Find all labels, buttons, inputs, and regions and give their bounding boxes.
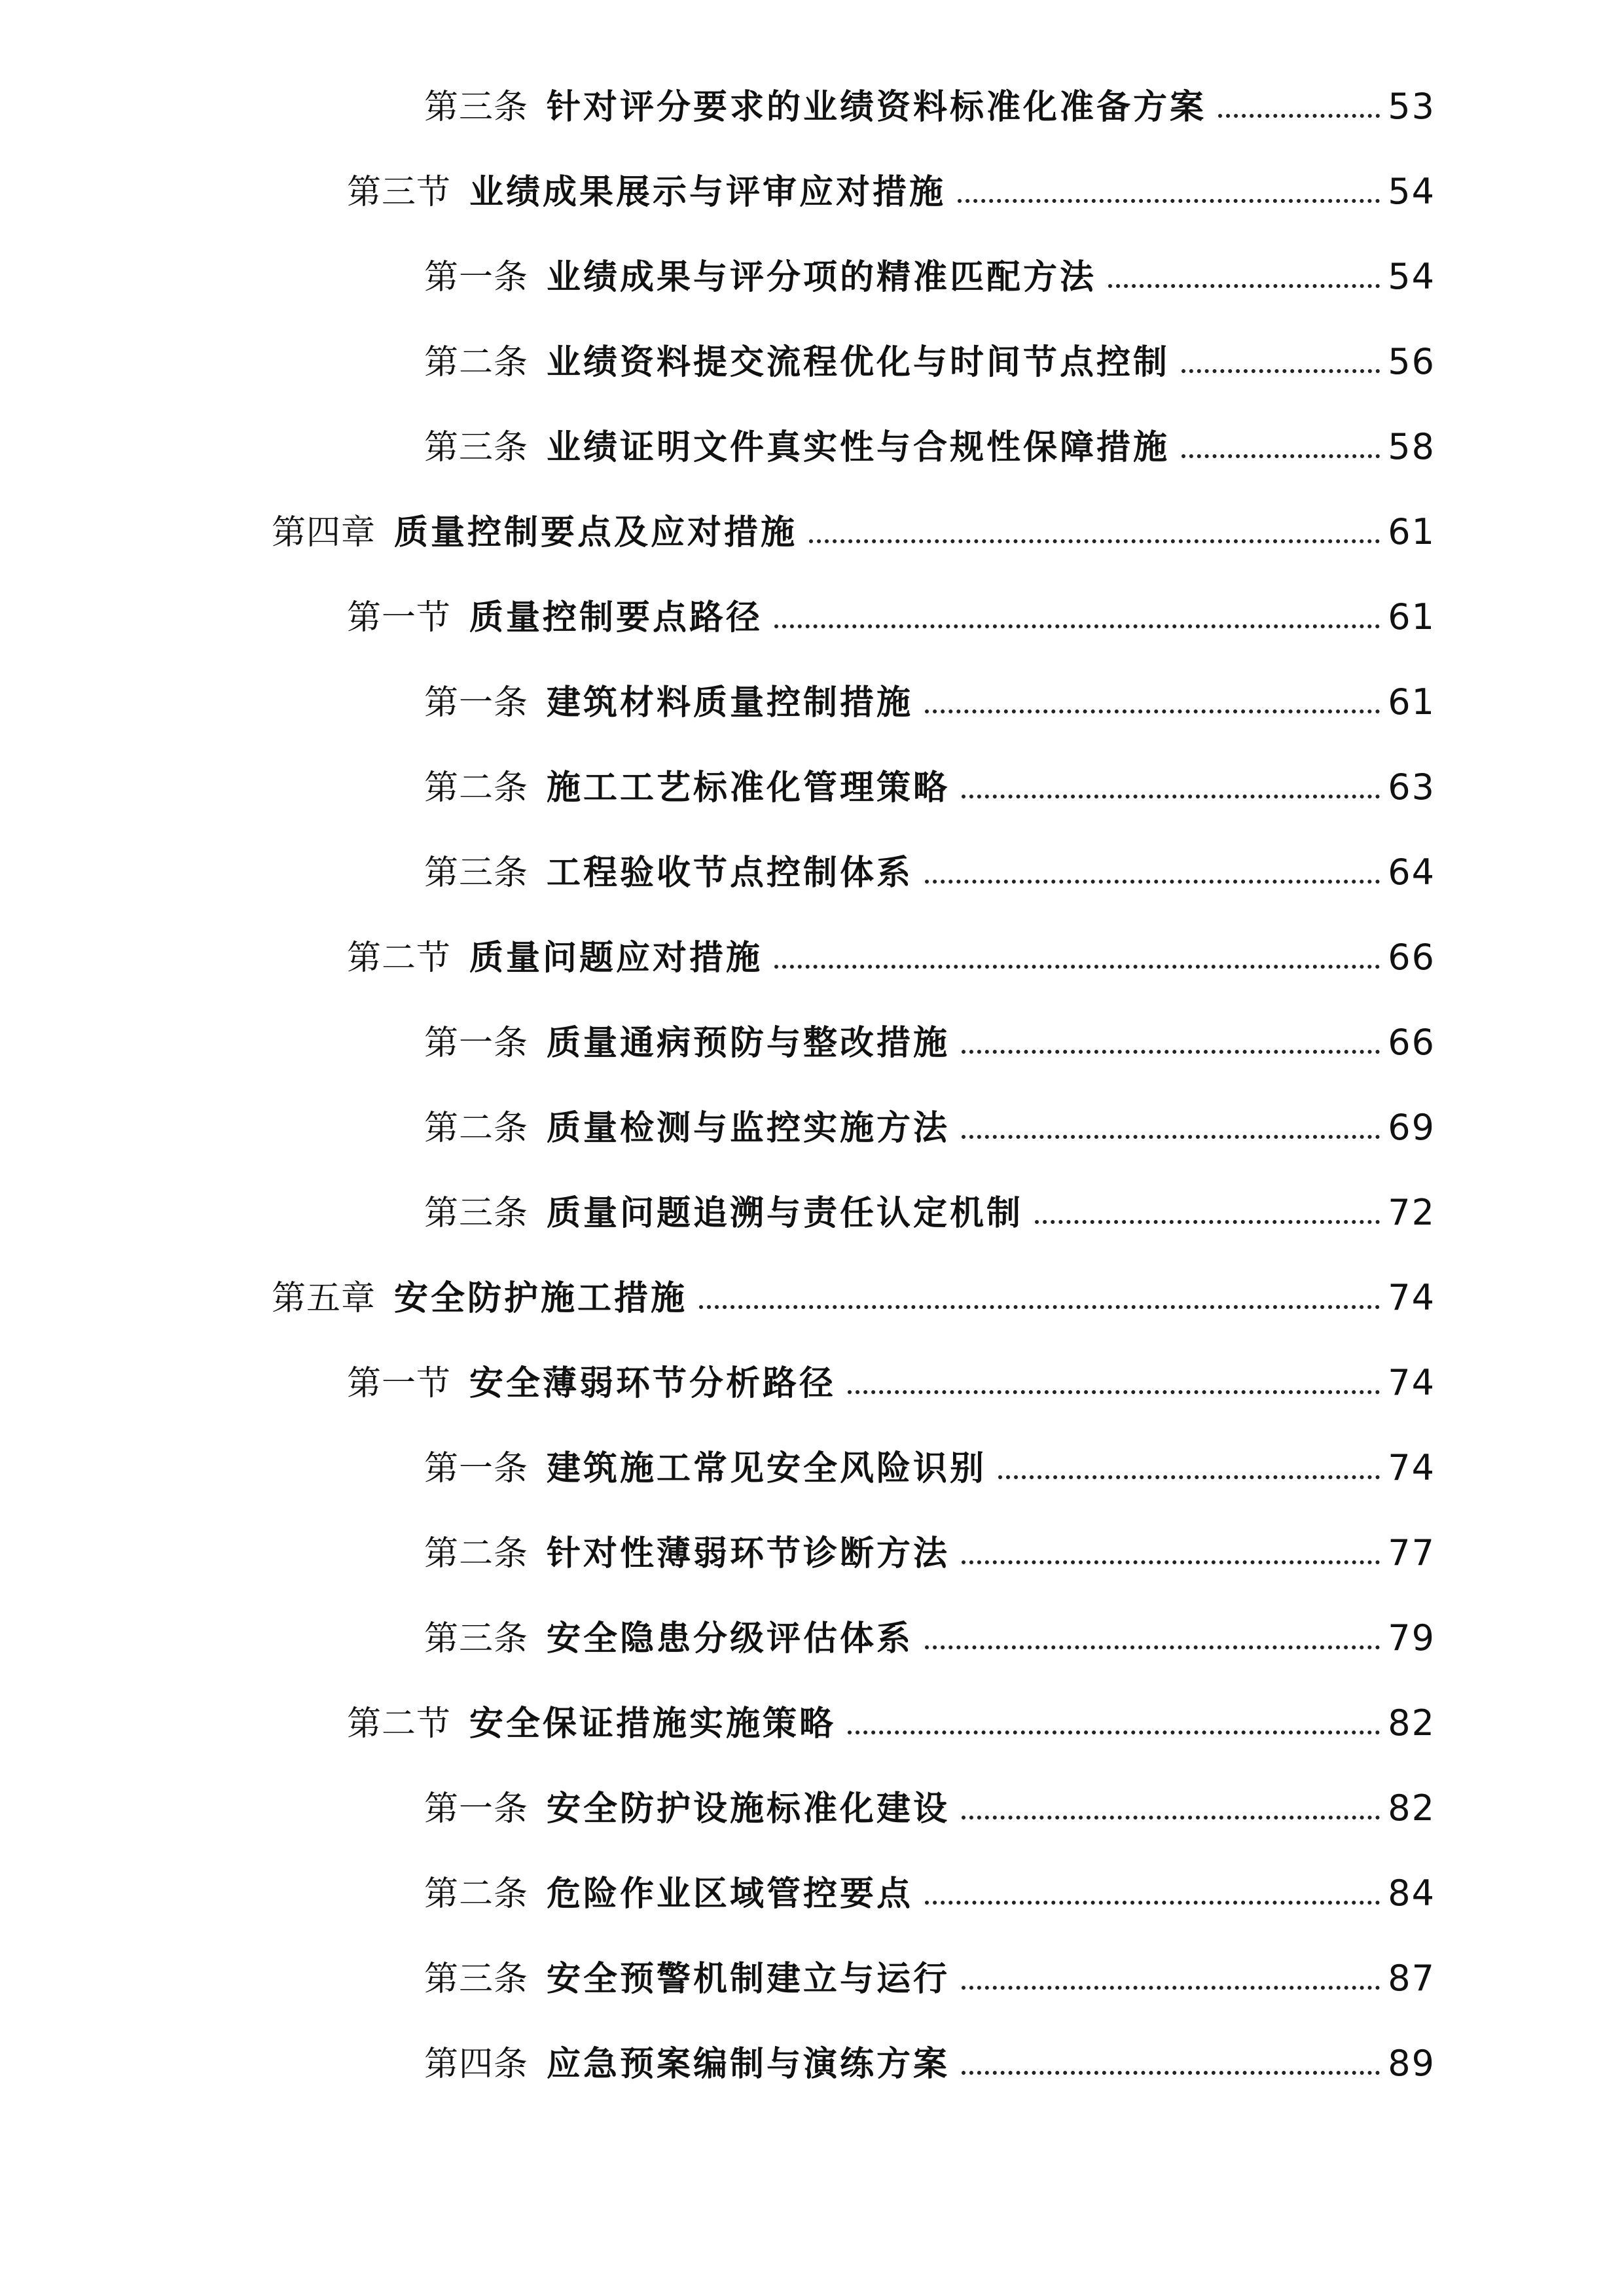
- toc-entry[interactable]: [424, 1093, 1435, 1148]
- toc-entry[interactable]: [347, 583, 1435, 635]
- dot-leader: [962, 1816, 1380, 1820]
- toc-entry-prefix: 第三条: [424, 88, 529, 127]
- dot-leader: [962, 1986, 1380, 1990]
- toc-entry-title: 质量通病预防与整改措施: [547, 1023, 950, 1063]
- toc-entry-page-number: 84: [1388, 1873, 1435, 1914]
- toc-entry[interactable]: [424, 1774, 1435, 1829]
- dot-leader: [925, 880, 1380, 884]
- toc-entry[interactable]: [424, 753, 1435, 808]
- toc-entry-title: 质量问题追溯与责任认定机制: [547, 1193, 1024, 1233]
- toc-entry-prefix: 第五章: [272, 1279, 376, 1318]
- toc-entry[interactable]: [272, 497, 1435, 550]
- toc-entry[interactable]: [424, 1604, 1435, 1659]
- dot-leader: [1035, 1220, 1380, 1224]
- dot-leader: [809, 539, 1380, 543]
- toc-entry[interactable]: [424, 1859, 1435, 1914]
- toc-entry-title: 建筑材料质量控制措施: [547, 683, 914, 723]
- toc-entry-prefix: 第一条: [424, 258, 529, 297]
- dot-leader: [925, 709, 1380, 713]
- toc-entry-prefix: 第二节: [347, 939, 452, 978]
- toc-entry-page-number: 77: [1388, 1532, 1435, 1573]
- dot-leader: [958, 199, 1380, 203]
- toc-entry-title: 业绩成果展示与评审应对措施: [469, 172, 947, 212]
- toc-entry-prefix: 第一条: [424, 1449, 529, 1488]
- toc-entry-prefix: 第一节: [347, 1364, 452, 1403]
- toc-entry-page-number: 87: [1388, 1958, 1435, 1999]
- toc-entry[interactable]: [424, 327, 1435, 380]
- dot-leader: [1182, 454, 1380, 458]
- toc-entry-prefix: 第三条: [424, 1619, 529, 1659]
- toc-entry-title: 业绩资料提交流程优化与时间节点控制: [547, 342, 1170, 382]
- toc-entry[interactable]: [424, 1518, 1435, 1571]
- toc-entry-title: 安全防护设施标准化建设: [547, 1789, 950, 1829]
- toc-entry[interactable]: [424, 412, 1435, 465]
- toc-entry-page-number: 69: [1388, 1107, 1435, 1148]
- toc-entry-title: 安全预警机制建立与运行: [547, 1959, 950, 1999]
- toc-entry[interactable]: [424, 2029, 1435, 2084]
- dot-leader: [774, 965, 1380, 969]
- dot-leader: [774, 624, 1380, 628]
- dot-leader: [998, 1475, 1380, 1479]
- dot-leader: [1218, 114, 1380, 118]
- toc-entry-title: 针对性薄弱环节诊断方法: [547, 1534, 950, 1573]
- toc-entry-prefix: 第二条: [424, 768, 529, 808]
- dot-leader: [925, 1901, 1380, 1905]
- toc-entry-prefix: 第三条: [424, 1960, 529, 1999]
- toc-entry-title: 安全防护施工措施: [394, 1278, 688, 1318]
- toc-entry-page-number: 61: [1388, 511, 1435, 552]
- dot-leader: [962, 795, 1380, 798]
- toc-entry-title: 安全隐患分级评估体系: [547, 1619, 914, 1659]
- toc-entry[interactable]: [347, 157, 1435, 212]
- toc-entry-title: 应急预案编制与演练方案: [547, 2044, 950, 2084]
- toc-entry-page-number: 82: [1388, 1787, 1435, 1829]
- toc-entry-prefix: 第四章: [272, 513, 376, 552]
- toc-entry-page-number: 74: [1388, 1362, 1435, 1403]
- toc-entry-title: 建筑施工常见安全风险识别: [547, 1448, 987, 1488]
- toc-entry-prefix: 第一条: [424, 683, 529, 723]
- dot-leader: [1108, 284, 1380, 288]
- toc-entry-page-number: 64: [1388, 852, 1435, 893]
- dot-leader: [848, 1390, 1380, 1394]
- toc-entry-page-number: 61: [1388, 596, 1435, 637]
- toc-entry[interactable]: [424, 838, 1435, 893]
- toc-entry-title: 业绩证明文件真实性与合规性保障措施: [547, 427, 1170, 467]
- dot-leader: [962, 1560, 1380, 1564]
- toc-entry-title: 施工工艺标准化管理策略: [547, 768, 950, 808]
- dot-leader: [1182, 369, 1380, 373]
- dot-leader: [925, 1645, 1380, 1649]
- dot-leader: [962, 1135, 1380, 1139]
- toc-entry-page-number: 63: [1388, 766, 1435, 808]
- toc-entry[interactable]: [347, 1348, 1435, 1401]
- dot-leader: [848, 1731, 1380, 1734]
- toc-entry[interactable]: [347, 1689, 1435, 1744]
- toc-entry-prefix: 第一节: [347, 598, 452, 637]
- toc-entry[interactable]: [424, 72, 1435, 127]
- toc-entry-page-number: 74: [1388, 1277, 1435, 1318]
- toc-entry-page-number: 89: [1388, 2043, 1435, 2084]
- dot-leader: [962, 1050, 1380, 1054]
- toc-entry[interactable]: [424, 1178, 1435, 1233]
- toc-entry-page-number: 61: [1388, 681, 1435, 723]
- toc-entry[interactable]: [272, 1263, 1435, 1316]
- toc-entry-title: 安全保证措施实施策略: [469, 1704, 837, 1744]
- toc-entry-prefix: 第三节: [347, 173, 452, 212]
- toc-entry-page-number: 79: [1388, 1617, 1435, 1659]
- toc-entry-prefix: 第三条: [424, 428, 529, 467]
- toc-entry-title: 安全薄弱环节分析路径: [469, 1363, 837, 1403]
- toc-entry-title: 业绩成果与评分项的精准匹配方法: [547, 257, 1097, 297]
- toc-entry[interactable]: [347, 923, 1435, 978]
- toc-entry[interactable]: [424, 242, 1435, 295]
- toc-entry[interactable]: [424, 1433, 1435, 1486]
- toc-entry-title: 工程验收节点控制体系: [547, 853, 914, 893]
- dot-leader: [699, 1305, 1380, 1309]
- toc-entry-prefix: 第二条: [424, 1109, 529, 1148]
- toc-entry-page-number: 66: [1388, 1022, 1435, 1063]
- toc-entry-prefix: 第三条: [424, 853, 529, 893]
- toc-entry-title: 质量问题应对措施: [469, 938, 763, 978]
- toc-entry-prefix: 第三条: [424, 1194, 529, 1233]
- toc-entry-page-number: 58: [1388, 426, 1435, 467]
- toc-entry-page-number: 72: [1388, 1192, 1435, 1233]
- dot-leader: [962, 2071, 1380, 2075]
- toc-entry-page-number: 66: [1388, 937, 1435, 978]
- toc-entry-title: 质量控制要点及应对措施: [394, 512, 798, 552]
- toc-entry-prefix: 第二条: [424, 343, 529, 382]
- toc-entry-prefix: 第一条: [424, 1789, 529, 1829]
- toc-entry[interactable]: [424, 1944, 1435, 1999]
- toc-entry-page-number: 56: [1388, 341, 1435, 382]
- toc-entry[interactable]: [424, 1008, 1435, 1063]
- toc-entry-page-number: 54: [1388, 171, 1435, 212]
- toc-entry-page-number: 82: [1388, 1702, 1435, 1744]
- toc-entry-page-number: 53: [1388, 86, 1435, 127]
- toc-entry-title: 危险作业区域管控要点: [547, 1874, 914, 1914]
- toc-entry-prefix: 第二条: [424, 1874, 529, 1914]
- toc-entry-title: 针对评分要求的业绩资料标准化准备方案: [547, 87, 1207, 127]
- toc-entry[interactable]: [424, 668, 1435, 723]
- toc-entry-page-number: 74: [1388, 1447, 1435, 1488]
- toc-entry-prefix: 第四条: [424, 2045, 529, 2084]
- toc-entry-title: 质量控制要点路径: [469, 598, 763, 637]
- toc-entry-prefix: 第一条: [424, 1024, 529, 1063]
- toc-entry-title: 质量检测与监控实施方法: [547, 1108, 950, 1148]
- toc-entry-prefix: 第二节: [347, 1704, 452, 1744]
- toc-entry-prefix: 第二条: [424, 1534, 529, 1573]
- toc-entry-page-number: 54: [1388, 256, 1435, 297]
